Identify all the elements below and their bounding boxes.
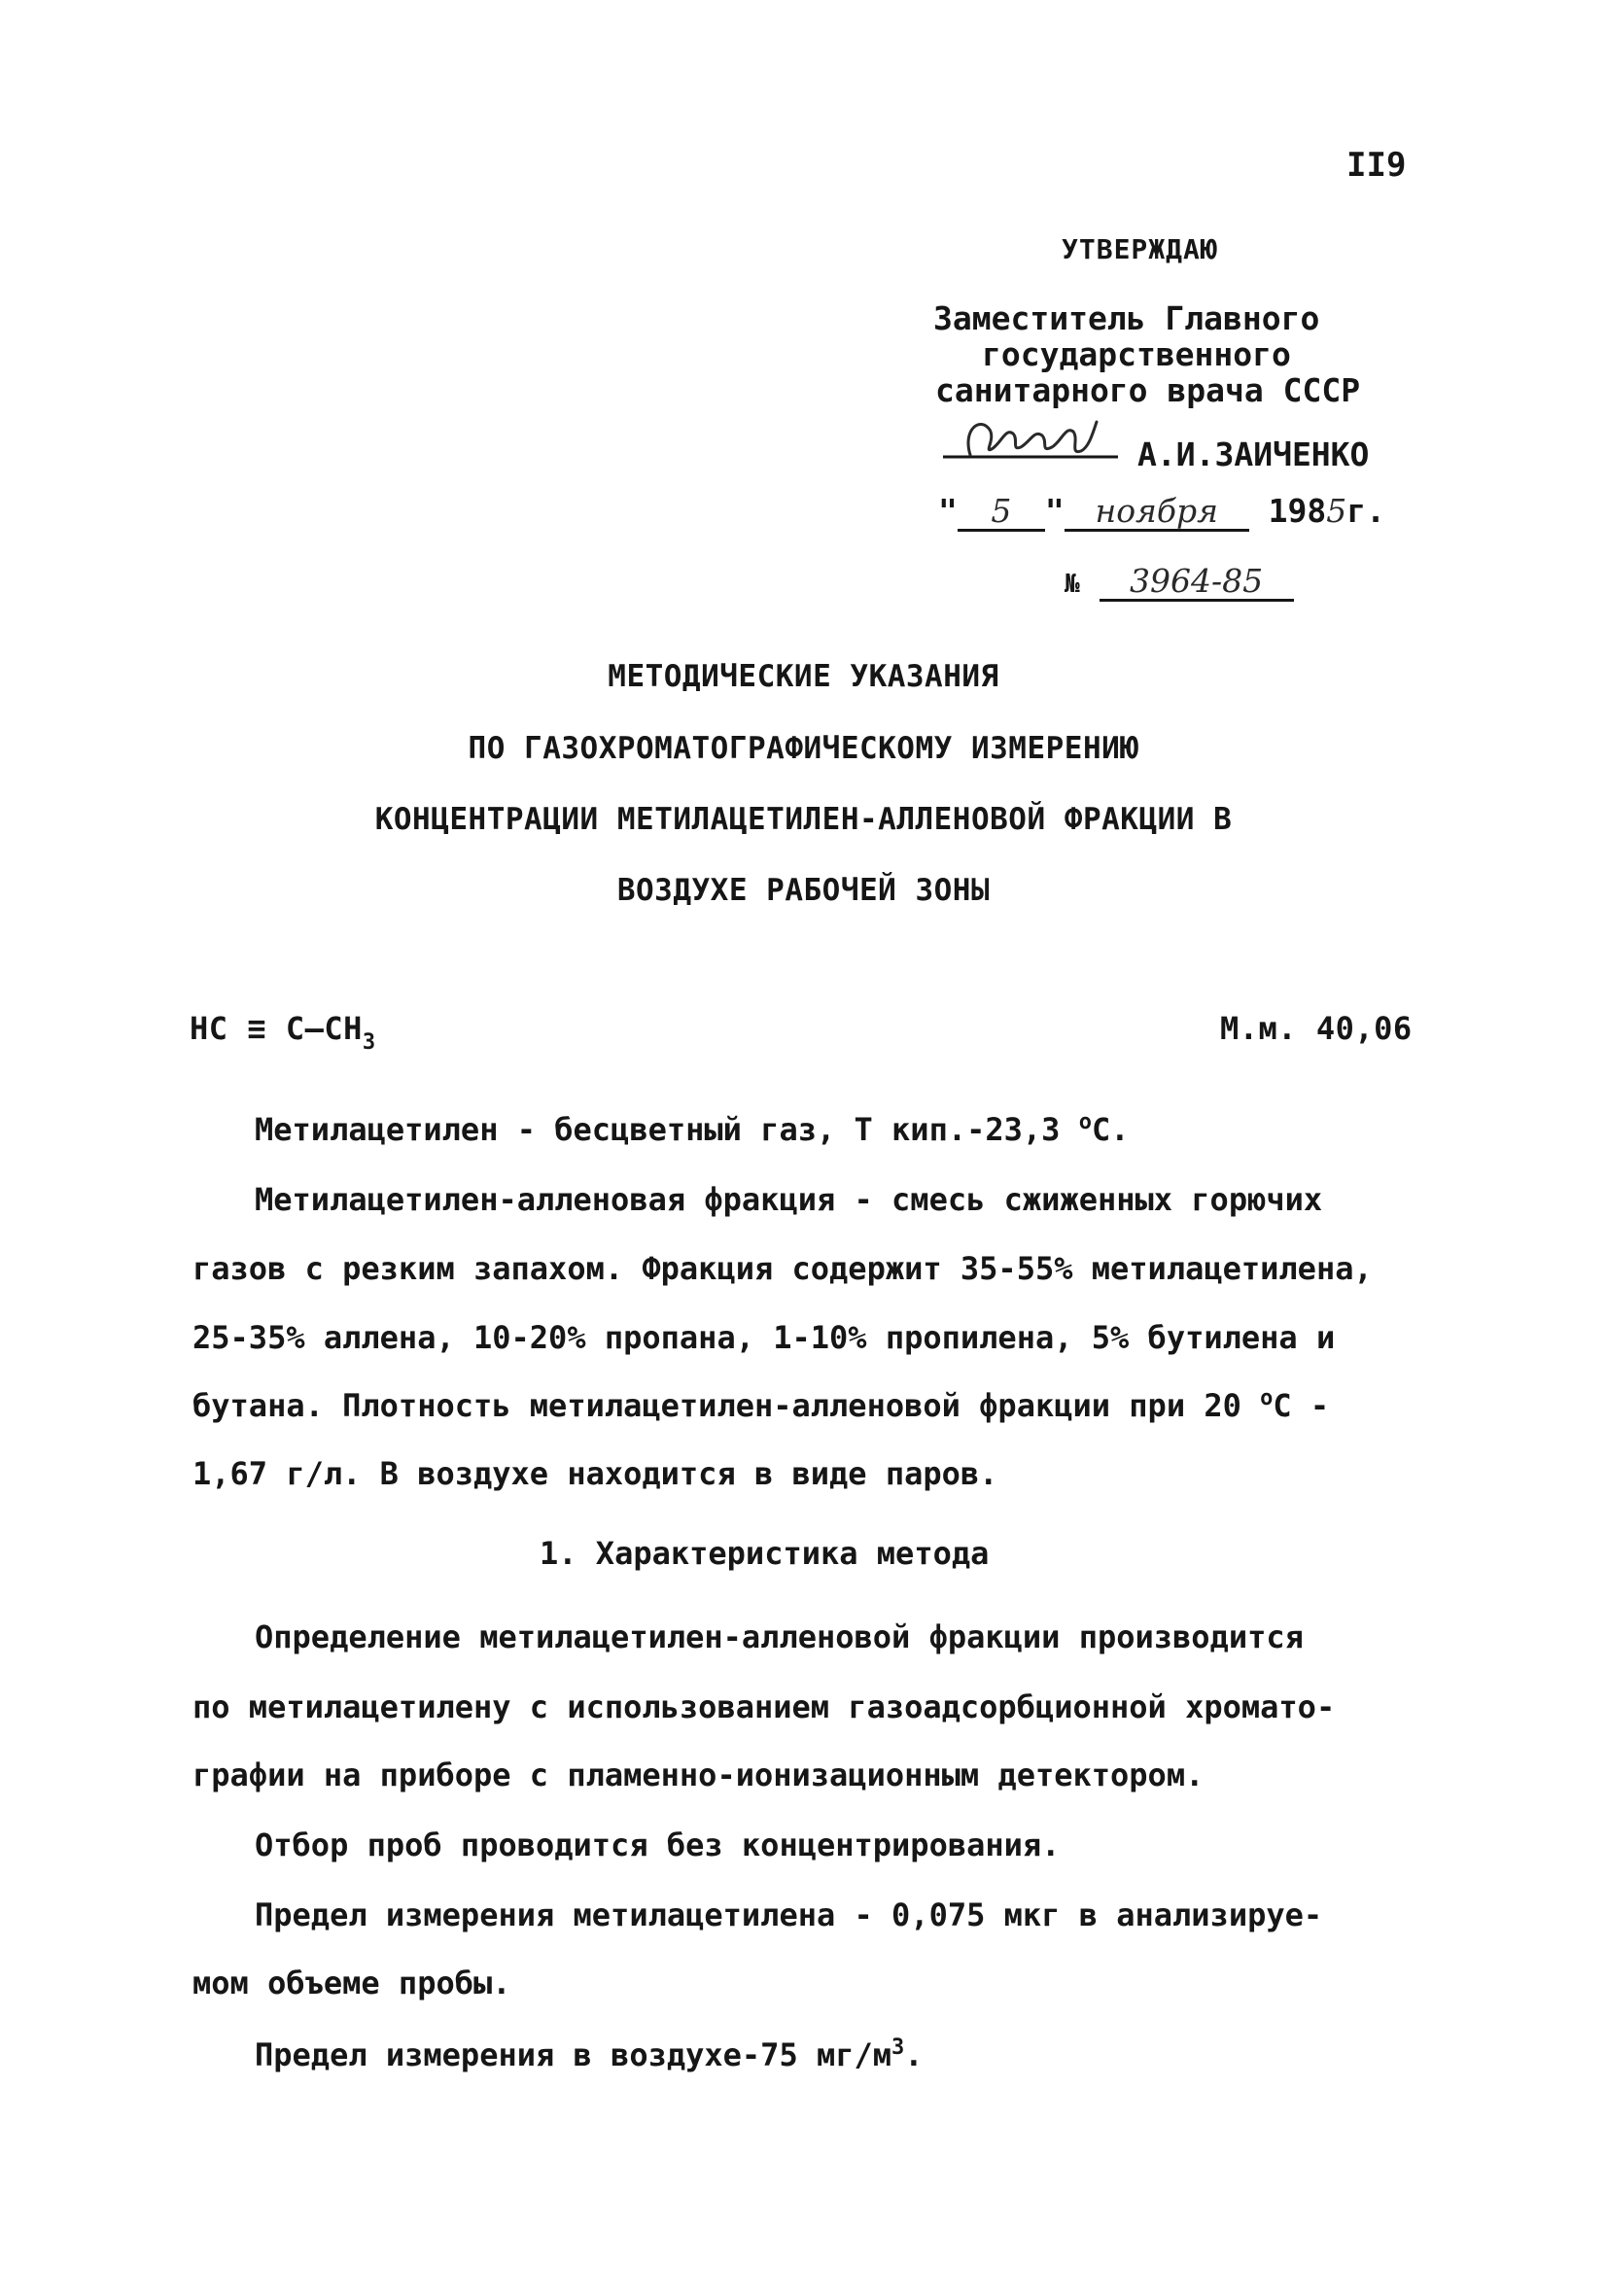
date-day: 5 — [958, 494, 1045, 532]
intro-p2-degree: о — [1260, 1386, 1274, 1410]
title-line-3: КОНЦЕНТРАЦИИ МЕТИЛАЦЕТИЛЕН-АЛЛЕНОВОЙ ФРАКЦИИ В — [374, 802, 1233, 837]
intro-p2-line-5: 1,67 г/л. В воздухе находится в виде паров. — [192, 1455, 998, 1492]
title-line-2: ПО ГАЗОХРОМАТОГРАФИЧЕСКОМУ ИЗМЕРЕНИЮ — [468, 731, 1139, 766]
approval-line-2: государственного — [982, 335, 1291, 373]
intro-p2-line-2: газов с резким запахом. Фракция содержит 35-55% метилацетилена, — [192, 1250, 1373, 1287]
approver-name: А.И.ЗАИЧЕНКО — [1137, 435, 1370, 473]
date-quote-open: " — [938, 492, 958, 530]
section-1-p4-text: Предел измерения в воздухе-75 мг/м — [255, 2036, 892, 2073]
approval-line-1: Заместитель Главного — [933, 299, 1320, 337]
section-1-heading: 1. Характеристика метода — [540, 1535, 990, 1572]
intro-p2-line-3: 25-35% аллена, 10-20% пропана, 1-10% пропилена, 5% бутилена и — [192, 1319, 1336, 1356]
intro-p1-degree: о — [1078, 1110, 1092, 1134]
intro-p2-line-1: Метилацетилен-алленовая фракция - смесь сжиженных горючих — [255, 1181, 1323, 1218]
section-1-p4-superscript: 3 — [891, 2035, 905, 2060]
chemical-formula — [190, 1009, 376, 1055]
section-1-p2: Отбор проб проводится без концентрирования. — [255, 1826, 1061, 1863]
section-1-p3-line-1: Предел измерения метилацетилена - 0,075 мкг в анализируе- — [255, 1896, 1323, 1933]
approval-line-3: санитарного врача СССР — [935, 371, 1361, 409]
date-year-suffix: г. — [1346, 492, 1385, 530]
date-year-prefix: 198 — [1268, 492, 1327, 530]
intro-p2-line-4-text: бутана. Плотность метилацетилен-алленовой фракции при 20 — [192, 1387, 1261, 1424]
section-1-p1-line-2: по метилацетилену с использованием газоадсорбционной хромато- — [192, 1688, 1336, 1725]
date-year-digit: 5 — [1326, 492, 1347, 530]
intro-p2-line-4 — [192, 1386, 1329, 1425]
approval-date — [938, 494, 1385, 532]
approval-heading: УТВЕРЖДАЮ — [1062, 233, 1218, 265]
title-line-4: ВОЗДУХЕ РАБОЧЕЙ ЗОНЫ — [616, 873, 991, 908]
section-1-p4 — [255, 2035, 924, 2074]
approval-number — [1065, 564, 1294, 602]
date-month: ноября — [1065, 494, 1249, 532]
molar-mass: М.м. 40,06 — [1220, 1010, 1413, 1047]
page-number: II9 — [1346, 146, 1407, 185]
intro-paragraph-1 — [255, 1110, 1129, 1149]
date-quote-close: " — [1044, 492, 1065, 530]
number-sign: № — [1065, 570, 1080, 599]
intro-p1-end: С. — [1091, 1111, 1130, 1148]
section-1-p1-line-3: графии на приборе с пламенно-ионизационным детектором. — [192, 1757, 1205, 1793]
intro-p1-text: Метилацетилен - бесцветный газ, Т кип.-23,3 — [255, 1111, 1079, 1148]
formula-text: НС ≡ С–СН — [190, 1010, 363, 1047]
section-1-p4-end: . — [904, 2036, 924, 2073]
number-value: 3964-85 — [1100, 564, 1294, 602]
formula-subscript: 3 — [362, 1030, 376, 1055]
section-1-p3-line-2: мом объеме пробы. — [192, 1965, 511, 2001]
title-line-1: МЕТОДИЧЕСКИЕ УКАЗАНИЯ — [608, 659, 999, 694]
section-1-p1-line-1: Определение метилацетилен-алленовой фракции производится — [255, 1618, 1304, 1655]
intro-p2-line-4-end: С - — [1273, 1387, 1330, 1424]
signature-graphic — [933, 410, 1128, 469]
